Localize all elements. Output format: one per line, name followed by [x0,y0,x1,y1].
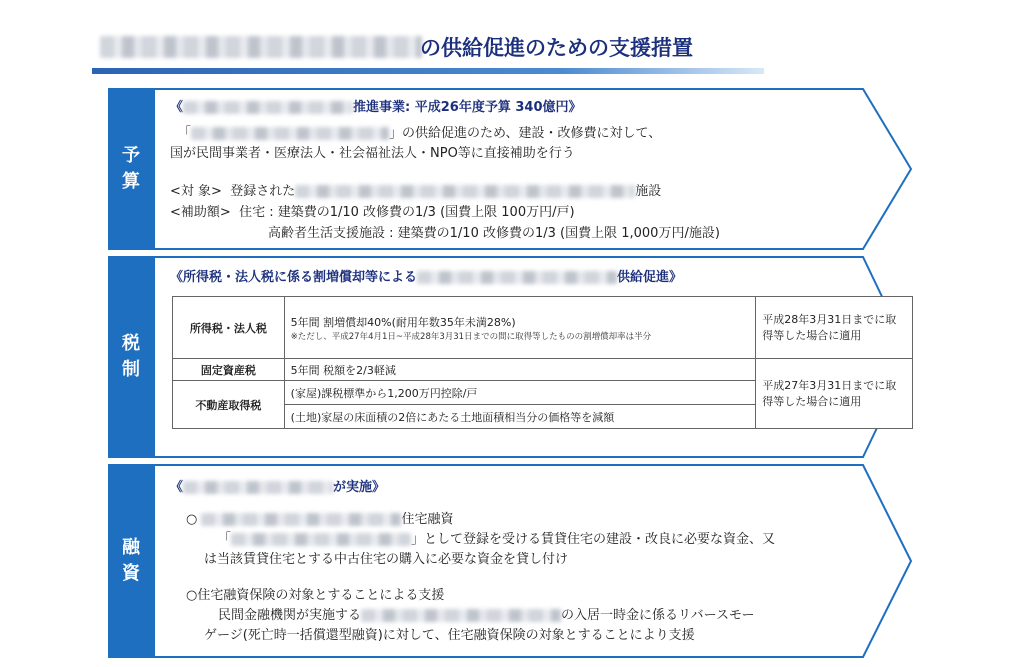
tax-heading: 《所得税・法人税に係る割増償却等による 供給促進》 [170,270,683,285]
budget-subsidy-house: <補助額> 住宅 : 建築費の1/10 改修費の1/3 (国費上限 100万円/戸) [170,205,575,220]
finance-side-label: 融 資 [122,537,140,584]
page-title [92,28,764,78]
finance-item-1-line-2: 「 」として登録を受ける賃貸住宅の建設・改良に必要な資金、又 [218,532,776,547]
acquisition-tax-land: (土地)家屋の床面積の2倍にあたる土地面積相当分の価格等を減額 [284,405,756,429]
budget-heading: 《 推進事業: 平成26年度予算 340億円》 [170,100,582,115]
title-underline [92,68,764,74]
table-row [173,297,913,359]
income-tax-label: 所得税・法人税 [173,297,285,359]
fixed-asset-tax-period: 平成27年3月31日までに取得等した場合に適用 [756,359,913,429]
redacted-text [191,127,389,140]
tax-side-label: 税 制 [122,333,140,380]
table-row [173,359,913,381]
acquisition-tax-label: 不動産取得税 [173,381,285,429]
acquisition-tax-house: (家屋)課税標準から1,200万円控除/戸 [284,381,756,405]
redacted-text [183,101,353,114]
redacted-text [361,609,561,622]
tax-table [172,296,913,429]
finance-section [108,464,913,658]
redacted-text [201,513,401,526]
income-tax-note: ※ただし、平成27年4月1日~平成28年3月31日までの間に取得等したものの割増償却率は半分 [290,331,652,342]
redacted-text [231,533,411,546]
finance-item-1-line-3: は当該賃貸住宅とする中古住宅の購入に必要な資金を貸し付け [204,552,569,567]
page-title-text: の供給促進のための支援措置 [420,36,693,60]
finance-item-2-line-2: 民間金融機関が実施する の入居一時金に係るリバースモー [218,608,755,623]
finance-item-2: ○住宅融資保険の対象とすることによる支援 [186,588,445,603]
budget-line-2: 国が民間事業者・医療法人・社会福祉法人・NPO等に直接補助を行う [170,146,575,161]
fixed-asset-tax-label: 固定資産税 [173,359,285,381]
finance-item-1: ○ 住宅融資 [186,512,454,527]
budget-section [108,88,913,250]
income-tax-period: 平成28年3月31日までに取得等した場合に適用 [756,297,913,359]
budget-target: <対 象> 登録された 施設 [170,184,662,199]
finance-item-2-line-3: ゲージ(死亡時一括償還型融資)に対して、住宅融資保険の対象とすることにより支援 [204,628,695,643]
redacted-text [295,185,635,198]
income-tax-desc: 5年間 割増償却40%(耐用年数35年未満28%) ※ただし、平成27年4月1日~平成28年3月31日までの間に取得等したものの割増償却率は半分 [284,297,756,359]
redacted-text [417,271,617,284]
budget-side-label: 予 算 [122,145,140,192]
budget-subsidy-facility: 高齢者生活支援施設 : 建築費の1/10 改修費の1/3 (国費上限 1,000万円/施設) [268,226,720,241]
fixed-asset-tax-desc: 5年間 税額を2/3軽減 [284,359,756,381]
finance-heading: 《 が実施》 [170,480,386,495]
tax-section [108,256,913,458]
budget-line-1: 「 」の供給促進のため、建設・改修費に対して、 [178,126,662,141]
redacted-text [100,36,422,58]
redacted-text [183,481,333,494]
